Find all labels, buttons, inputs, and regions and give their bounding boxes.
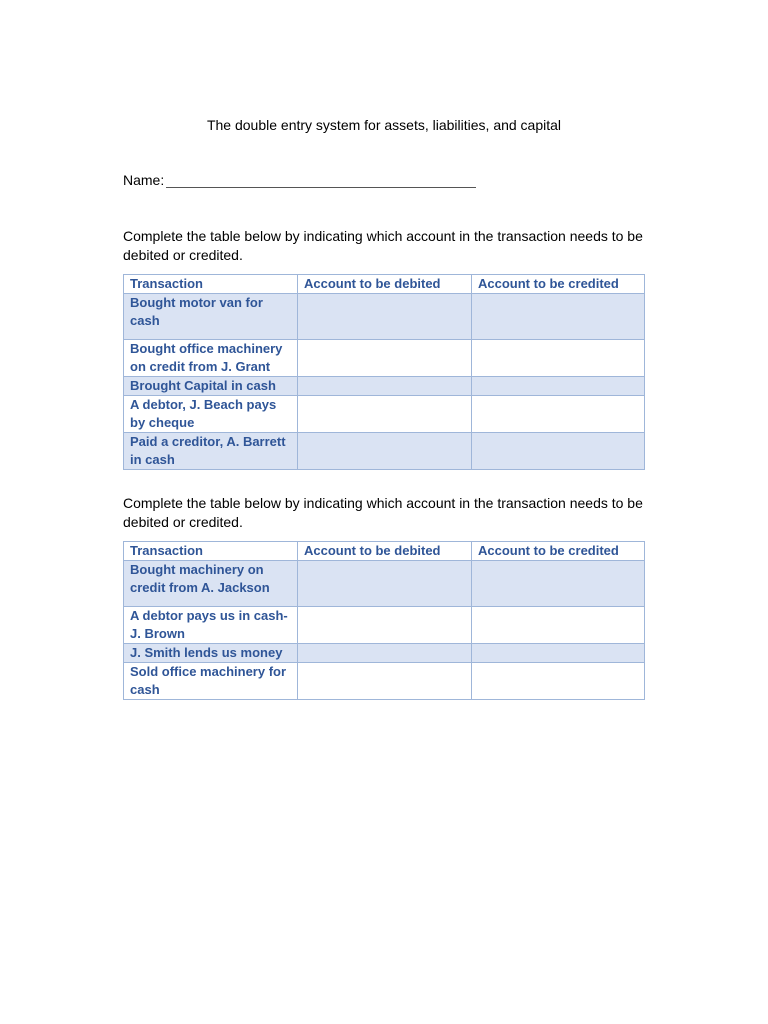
transaction-cell: Sold office machinery for cash <box>124 663 298 700</box>
credit-cell[interactable] <box>472 294 645 340</box>
credit-cell[interactable] <box>472 340 645 377</box>
transaction-cell: Bought motor van for cash <box>124 294 298 340</box>
header-transaction: Transaction <box>124 275 298 294</box>
transaction-cell: A debtor, J. Beach pays by cheque <box>124 396 298 433</box>
transaction-cell: A debtor pays us in cash-J. Brown <box>124 607 298 644</box>
header-credited: Account to be credited <box>472 542 645 561</box>
credit-cell[interactable] <box>472 607 645 644</box>
table-row <box>124 644 645 663</box>
page-title: The double entry system for assets, liabilities, and capital <box>206 117 562 133</box>
table-row <box>124 377 645 396</box>
credit-cell[interactable] <box>472 644 645 663</box>
transaction-cell: Bought machinery on credit from A. Jackson <box>124 561 298 607</box>
transaction-table-1 <box>123 274 645 470</box>
transaction-cell: Brought Capital in cash <box>124 377 298 396</box>
debit-cell[interactable] <box>298 663 472 700</box>
instruction-1: Complete the table below by indicating which account in the transaction needs to be debited or credited. <box>123 228 643 263</box>
credit-cell[interactable] <box>472 561 645 607</box>
transaction-cell: J. Smith lends us money <box>124 644 298 663</box>
table-row <box>124 607 645 644</box>
table-row <box>124 561 645 607</box>
credit-cell[interactable] <box>472 396 645 433</box>
header-debited: Account to be debited <box>298 542 472 561</box>
name-field[interactable] <box>166 174 476 188</box>
debit-cell[interactable] <box>298 340 472 377</box>
debit-cell[interactable] <box>298 396 472 433</box>
header-transaction: Transaction <box>124 542 298 561</box>
name-row <box>123 172 476 188</box>
table-header-row <box>124 542 645 561</box>
name-label: Name: <box>123 172 165 188</box>
header-debited: Account to be debited <box>298 275 472 294</box>
table-header-row <box>124 275 645 294</box>
transaction-cell: Bought office machinery on credit from J. Grant <box>124 340 298 377</box>
header-credited: Account to be credited <box>472 275 645 294</box>
debit-cell[interactable] <box>298 561 472 607</box>
credit-cell[interactable] <box>472 663 645 700</box>
table-row <box>124 396 645 433</box>
transaction-cell: Paid a creditor, A. Barrett in cash <box>124 433 298 470</box>
credit-cell[interactable] <box>472 377 645 396</box>
debit-cell[interactable] <box>298 377 472 396</box>
instruction-2: Complete the table below by indicating which account in the transaction needs to be debited or credited. <box>123 495 643 530</box>
transaction-table-2 <box>123 541 645 700</box>
table-row <box>124 340 645 377</box>
table-row <box>124 433 645 470</box>
debit-cell[interactable] <box>298 644 472 663</box>
debit-cell[interactable] <box>298 607 472 644</box>
credit-cell[interactable] <box>472 433 645 470</box>
debit-cell[interactable] <box>298 433 472 470</box>
table-row <box>124 294 645 340</box>
debit-cell[interactable] <box>298 294 472 340</box>
table-row <box>124 663 645 700</box>
